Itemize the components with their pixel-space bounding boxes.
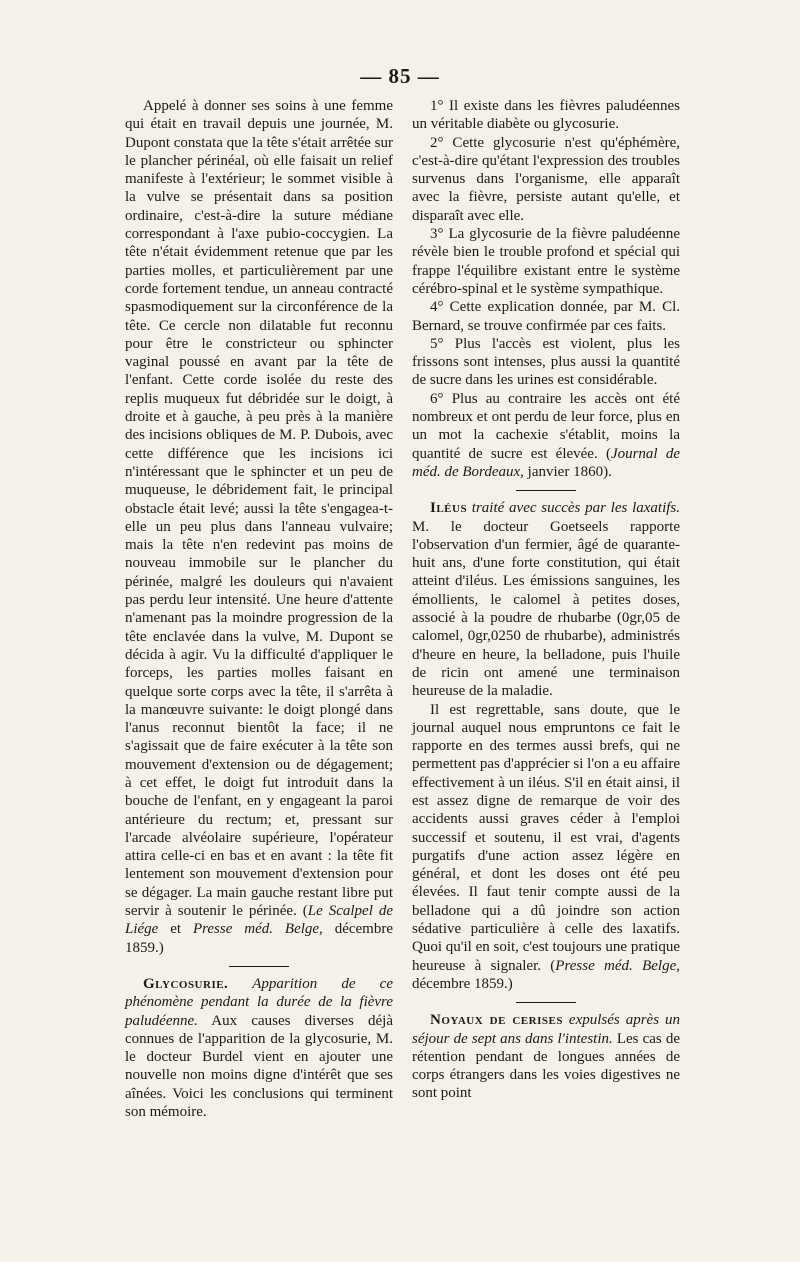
conclusion-item: 2° Cette glycosurie n'est qu'éphémère, c'est-à-dire qu'étant l'expression des troubles survenus dans l'organisme, elle apparaît avec la fièvre, persiste autant qu'elle, et disparaît avec elle. (412, 134, 680, 224)
paragraph-dupont: Appelé à donner ses soins à une femme qui était en travail depuis une journée, M. Dupont constata que la tête s'était arrêtée sur le plancher périnéal, où elle faisait un relief manifeste à l'extérieur; le sommet visible à la vulve se présentait dans sa position ordinaire, c'est-à-dire la suture médiane correspondant à l'axe pubio-coccygien. La tête n'était évidemment retenue que par les parties molles, et particulièrement par une corde fortement tendue, un anneau contracté spasmodiquement sur la circonférence de la tête. Ce cercle non dilatable fut reconnu pour être le constricteur ou sphincter vaginal poussé en avant par la tête de l'enfant. Cette corde isolée du reste des replis muqueux fut débridée sur le doigt, à droite et à gauche, à peu près à la manière des incisions obliques de M. P. Dubois, avec cette différence que les incisions ici n'intéressant que le sphincter et un peu de muqueuse, le débridement fait, le principal obstacle était levé; aussi la tête s'engagea-t-elle un peu plus dans l'anneau vulvaire; mais la tête n'en redevint pas moins de nouveau immobile sur le plancher du périnée, malgré les douleurs qui n'avaient pas perdu leur intensité. Une heure d'attente n'amenant pas la moindre progression de la tête enclavée dans la vulve, M. Dupont se décida à agir. Vu la difficulté d'appliquer le forceps, les parties molles faisant en quelque sorte corps avec la tête, il s'arrêta à la manœuvre suivante: le doigt plongé dans l'anus reconnut bientôt la face; il ne s'agissait que de faire exécuter à la tête son mouvement d'extension ou de dégagement; à cet effet, le doigt fut introduit dans la bouche de l'enfant, en y engageant la paroi antérieure du rectum; et, pressant sur l'arcade alvéolaire supérieure, l'opérateur attira celle-ci en bas et en avant : la tête fit lentement son mouvement d'extension pour se dégager. La main gauche restant libre put servir à soutenir le périnée. (Le Scalpel de Liége et Presse méd. Belge, décembre 1859.) (125, 98, 394, 956)
section-subtitle: traité avec succès par les laxatifs. (467, 500, 680, 517)
paragraph-noyaux: Noyaux de cerises expulsés après un séjour de sept ans dans l'intestin. Les cas de rétention pendant de longues années de corps étrangers dans les voies digestives ne sont point (412, 1012, 680, 1102)
page-number: — 85 — (360, 64, 440, 88)
section-subtitle: expulsés après un séjour de sept ans dans l'intestin. (412, 1012, 680, 1047)
paragraph-commentary: Il est regrettable, sans doute, que le journal auquel nous empruntons ce fait le rapporte en des termes aussi brefs, qui ne permettent pas d'apprécier si l'on a eu affaire effectivement à un iléus. S'il en était ainsi, il est assez digne de remarque de voir des accidents aussi graves céder à l'emploi successif et soutenu, il est vrai, d'agents purgatifs d'une action assez légère en général, et dont les doses ont été peu élevées. Il faut tenir compte aussi de la belladone qui a dû joindre son action sédative particulière à celle des laxatifs. Quoi qu'il en soit, c'est toujours une pratique heureuse à signaler. (Presse méd. Belge, décembre 1859.) (412, 701, 680, 992)
conclusion-item: 6° Plus au contraire les accès ont été nombreux et ont perdu de leur force, plus en un mot la cachexie s'établit, moins la quantité de sucre est élevée. (Journal de méd. de Bordeaux, janvier 1860). (412, 390, 680, 480)
section-heading: Noyaux de cerises (430, 1012, 563, 1029)
section-heading: Iléus (430, 500, 468, 517)
section-divider (229, 966, 289, 967)
source-citation: Le Scalpel de Liége (125, 903, 393, 938)
conclusion-item: 3° La glycosurie de la fièvre paludéenne révèle bien le trouble profond et spécial qui frappe l'équilibre existant entre le système cérébro-spinal et le système sympathique. (412, 226, 680, 297)
paragraph-ileus: Iléus traité avec succès par les laxatifs. M. le docteur Goetseels rapporte l'observation d'un fermier, âgé de quarante-huit ans, d'une forte constitution, qui était atteint d'iléus. Les émissions sanguines, les émollients, le calomel à petites doses, associé à la poudre de rhubarbe (0gr,05 de calomel, 0gr,0250 de rhubarbe), administrés d'heure en heure, la belladone, puis l'huile de ricin ont amené une terminaison heureuse de la maladie. (412, 500, 680, 700)
section-divider (516, 1002, 576, 1003)
source-citation: Presse méd. Belge, (555, 957, 680, 974)
right-column (412, 97, 680, 1103)
conclusion-item: 5° Plus l'accès est violent, plus les frissons sont intenses, plus aussi la quantité de sucre dans les urines est considérable. (412, 335, 680, 389)
section-heading: Glycosurie. (143, 975, 229, 992)
section-subtitle: Apparition de ce phénomène pendant la durée de la fièvre paludéenne. (125, 975, 393, 1029)
conclusion-item: 4° Cette explication donnée, par M. Cl. Bernard, se trouve confirmée par ces faits. (412, 299, 680, 334)
source-citation: Journal de méd. de Bordeaux, (412, 445, 680, 480)
conclusion-item: 1° Il existe dans les fièvres paludéennes un véritable diabète ou glycosurie. (412, 98, 680, 133)
source-citation: Presse méd. Belge, (192, 921, 323, 938)
paragraph-glycosurie: Glycosurie. Apparition de ce phénomène pendant la durée de la fièvre paludéenne. Aux causes diverses déjà connues de l'apparition de la glycosurie, M. le docteur Burdel vient en ajouter une nouvelle non moins digne d'intérêt que ses aînées. Voici les conclusions qui terminent son mémoire. (125, 975, 393, 1121)
section-divider (516, 490, 576, 491)
left-column (125, 97, 393, 1121)
